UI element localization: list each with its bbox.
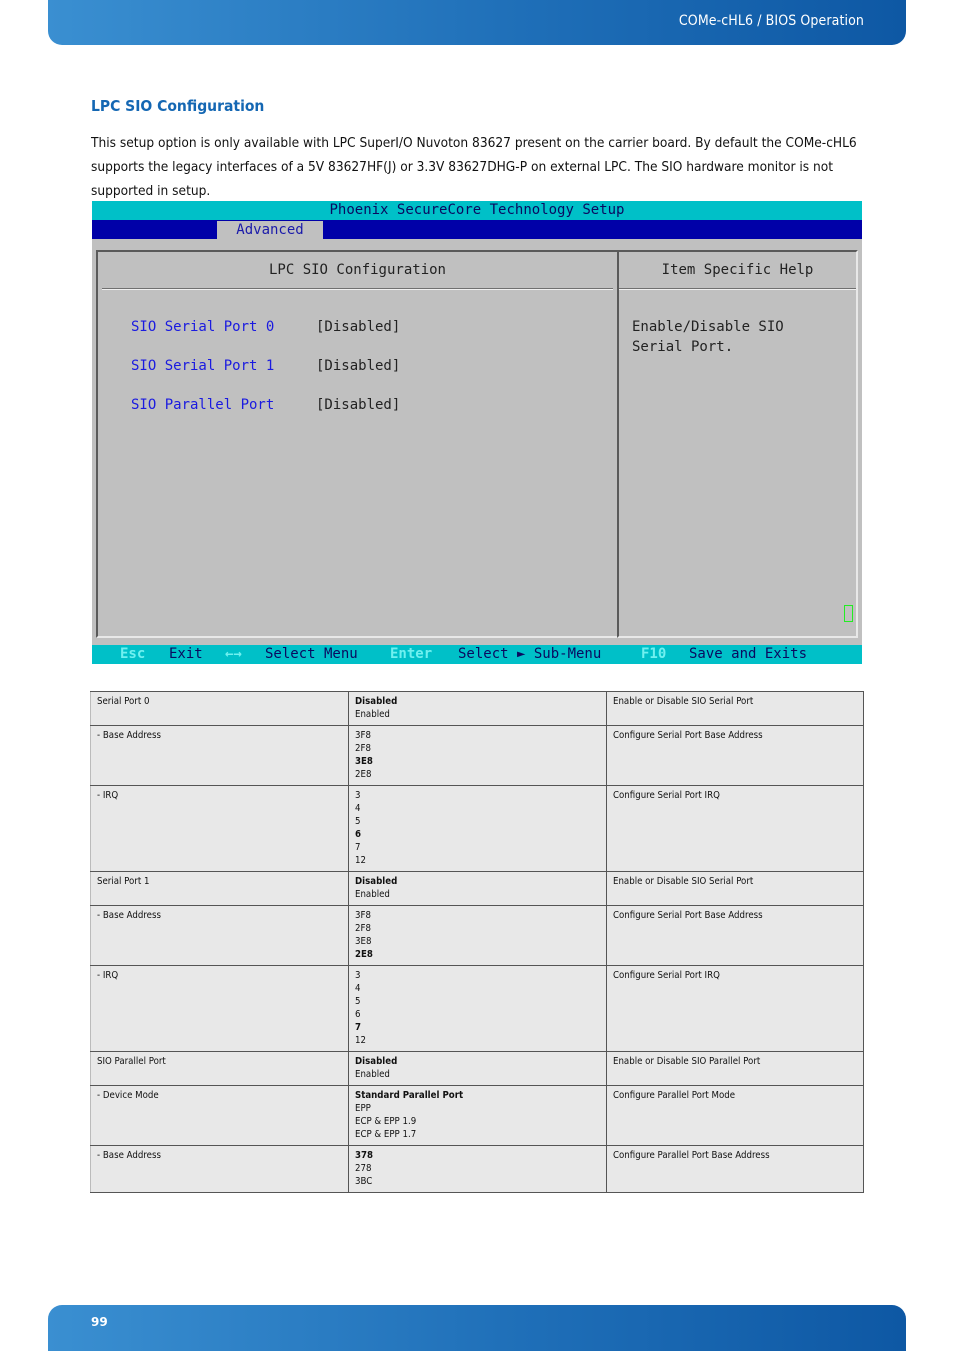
header-title: COMe-cHL6 / BIOS Operation: [678, 13, 864, 29]
bios-status-bar: [92, 645, 862, 664]
panel-divider: [102, 288, 613, 290]
table-row: [91, 872, 864, 906]
setting-options-cell: [349, 692, 607, 726]
bios-help-panel: [617, 250, 858, 638]
setting-description-cell: Configure Serial Port Base Address: [607, 906, 864, 966]
option: 4: [355, 983, 361, 994]
panel-divider: [619, 288, 856, 290]
setting-options-cell: [349, 1052, 607, 1086]
default-option: Standard Parallel Port: [355, 1090, 464, 1101]
enter-action-label: Select ► Sub-Menu: [458, 646, 602, 662]
esc-key-label: Esc: [120, 646, 146, 662]
default-option: Disabled: [355, 876, 398, 887]
option: 3F8: [355, 730, 371, 741]
default-option: 6: [355, 829, 362, 840]
option: 3BC: [355, 1176, 373, 1187]
option: ECP & EPP 1.9: [355, 1116, 417, 1127]
bios-help-title: Item Specific Help: [661, 262, 814, 278]
setting-description-cell: Configure Serial Port IRQ: [607, 786, 864, 872]
default-option: 378: [355, 1150, 374, 1161]
setting-description-cell: Enable or Disable SIO Serial Port: [607, 692, 864, 726]
option: 7: [355, 842, 361, 853]
bios-item-label: SIO Serial Port 1: [131, 358, 275, 374]
option: 2F8: [355, 743, 371, 754]
table-row: [91, 966, 864, 1052]
option: 2E8: [355, 769, 372, 780]
table-row: [91, 1146, 864, 1193]
bios-item-value[interactable]: [Disabled]: [316, 358, 401, 374]
setting-options-cell: [349, 786, 607, 872]
option: 12: [355, 1035, 366, 1046]
default-option: Disabled: [355, 1056, 398, 1067]
table-row: [91, 1086, 864, 1146]
option: Enabled: [355, 709, 390, 720]
table-row: [91, 726, 864, 786]
page-number: 99: [91, 1315, 108, 1329]
bios-tab-advanced[interactable]: Advanced: [217, 221, 323, 239]
f10-action-label: Save and Exits: [689, 646, 808, 662]
setting-options-cell: [349, 906, 607, 966]
default-option: 2E8: [355, 949, 373, 960]
bios-item-label: SIO Parallel Port: [131, 397, 275, 413]
setting-description-cell: Configure Parallel Port Base Address: [607, 1146, 864, 1193]
option: 12: [355, 855, 366, 866]
setting-description-cell: Enable or Disable SIO Serial Port: [607, 872, 864, 906]
option: 5: [355, 996, 361, 1007]
enter-key-label: Enter: [390, 646, 433, 662]
setting-name-cell: - Base Address: [91, 726, 349, 786]
f10-key-label: F10: [641, 646, 667, 662]
option: EPP: [355, 1103, 371, 1114]
option: 3: [355, 790, 361, 801]
intro-paragraph: This setup option is only available with LPC SuperI/O Nuvoton 83627 present on the carrier board. By default the COMe-cHL6 supports the legacy interfaces of a 5V 83627HF(J) or 3.3V 83627DHG-P on external LPC. The SIO hardware monitor is not supported in setup.: [91, 135, 857, 199]
default-option: 3E8: [355, 756, 373, 767]
setting-name-cell: - Base Address: [91, 906, 349, 966]
settings-table: [90, 691, 864, 1193]
setting-description-cell: Configure Serial Port IRQ: [607, 966, 864, 1052]
setting-name-cell: SIO Parallel Port: [91, 1052, 349, 1086]
setting-name-cell: - Device Mode: [91, 1086, 349, 1146]
setting-name-cell: - IRQ: [91, 966, 349, 1052]
setting-options-cell: [349, 966, 607, 1052]
option: 6: [355, 1009, 361, 1020]
bios-screenshot: [92, 201, 862, 664]
default-option: 7: [355, 1022, 362, 1033]
esc-action-label: Exit: [169, 646, 203, 662]
arrow-action-label: Select Menu: [265, 646, 358, 662]
bios-help-text: Enable/Disable SIO Serial Port.: [632, 319, 784, 355]
option: 4: [355, 803, 361, 814]
bios-panel-title: LPC SIO Configuration: [268, 262, 446, 278]
option: ECP & EPP 1.7: [355, 1129, 417, 1140]
section-title: LPC SIO Configuration: [91, 97, 265, 115]
default-option: Disabled: [355, 696, 398, 707]
setting-name-cell: Serial Port 1: [91, 872, 349, 906]
option: 5: [355, 816, 361, 827]
setting-name-cell: - Base Address: [91, 1146, 349, 1193]
bios-item-label: SIO Serial Port 0: [131, 319, 275, 335]
bios-item-value[interactable]: [Disabled]: [316, 397, 401, 413]
setting-options-cell: [349, 1086, 607, 1146]
setting-options-cell: [349, 872, 607, 906]
table-row: [91, 1052, 864, 1086]
bios-title-bar: Phoenix SecureCore Technology Setup: [92, 201, 862, 220]
setting-description-cell: Configure Serial Port Base Address: [607, 726, 864, 786]
header-band: [48, 0, 906, 45]
option: 3F8: [355, 910, 371, 921]
setting-description-cell: Configure Parallel Port Mode: [607, 1086, 864, 1146]
bios-item-value[interactable]: [Disabled]: [316, 319, 401, 335]
table-row: [91, 906, 864, 966]
option: Enabled: [355, 889, 390, 900]
bios-menu-bar: [92, 220, 862, 239]
option: 3: [355, 970, 361, 981]
setting-options-cell: [349, 1146, 607, 1193]
option: 278: [355, 1163, 372, 1174]
text-cursor-icon: [844, 605, 853, 622]
footer-band: [48, 1305, 906, 1351]
table-row: [91, 786, 864, 872]
option: 2F8: [355, 923, 371, 934]
bios-settings-panel: [96, 250, 619, 638]
setting-name-cell: Serial Port 0: [91, 692, 349, 726]
option: 3E8: [355, 936, 372, 947]
option: Enabled: [355, 1069, 390, 1080]
table-row: [91, 692, 864, 726]
setting-options-cell: [349, 726, 607, 786]
setting-name-cell: - IRQ: [91, 786, 349, 872]
arrow-left-right-icon: ←→: [225, 646, 242, 662]
settings-table-body: [91, 692, 864, 1193]
setting-description-cell: Enable or Disable SIO Parallel Port: [607, 1052, 864, 1086]
